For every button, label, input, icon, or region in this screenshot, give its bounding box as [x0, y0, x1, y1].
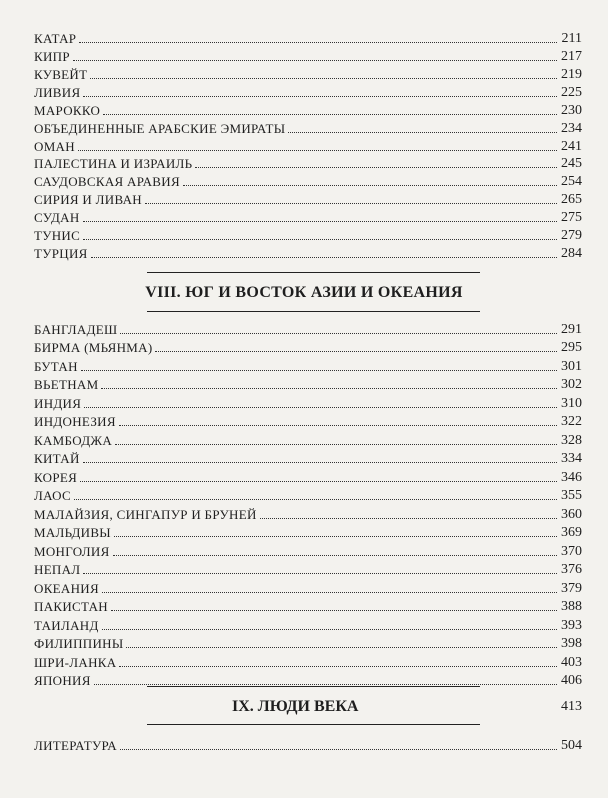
- leader-dots: [81, 369, 557, 371]
- toc-entry-title: САУДОВСКАЯ АРАВИЯ: [34, 174, 180, 189]
- toc-entry: [34, 190, 582, 208]
- leader-dots: [114, 535, 557, 537]
- toc-entry-title: КАТАР: [34, 31, 77, 46]
- toc-entry-page: 217: [561, 49, 582, 64]
- section-heading-ix-page: 413: [561, 699, 582, 714]
- toc-entry-page: 398: [561, 636, 582, 651]
- toc-entry: [34, 83, 582, 101]
- toc-entry-page: 393: [561, 618, 582, 633]
- section-heading-ix-title: IX. ЛЮДИ ВЕКА: [232, 698, 359, 715]
- toc-entry: [34, 542, 582, 560]
- section-heading-ix: [34, 697, 582, 719]
- toc-entry-title: НЕПАЛ: [34, 562, 81, 577]
- toc-entry: [34, 137, 582, 155]
- toc-entry: [34, 338, 582, 356]
- toc-entry: [34, 320, 582, 338]
- toc-entry-title: ОКЕАНИЯ: [34, 581, 99, 596]
- leader-dots: [90, 77, 557, 79]
- toc-entry: [34, 119, 582, 137]
- toc-entry-title: ШРИ-ЛАНКА: [34, 655, 117, 670]
- toc-entry: [34, 597, 582, 615]
- toc-entry: [34, 357, 582, 375]
- leader-dots: [102, 628, 557, 630]
- leader-dots: [83, 220, 557, 222]
- leader-dots: [183, 184, 557, 186]
- toc-entry-page: 219: [561, 67, 582, 82]
- toc-entry-page: 284: [561, 246, 582, 261]
- leader-dots: [155, 350, 557, 352]
- toc-entry: [34, 375, 582, 393]
- toc-entry: [34, 523, 582, 541]
- toc-entry-page: 265: [561, 192, 582, 207]
- toc-entry-page: 295: [561, 340, 582, 355]
- leader-dots: [83, 95, 557, 97]
- section-heading-viii: VIII. ЮГ И ВОСТОК АЗИИ И ОКЕАНИЯ: [145, 284, 463, 301]
- toc-entry-title: ЯПОНИЯ: [34, 673, 91, 688]
- toc-entry-page: 376: [561, 562, 582, 577]
- toc-entry-title: МАРОККО: [34, 103, 101, 118]
- toc-entry-title: ИНДИЯ: [34, 396, 82, 411]
- toc-entry-title: КАМБОДЖА: [34, 433, 113, 448]
- toc-entry-page: 241: [561, 139, 582, 154]
- toc-entry: [34, 47, 582, 65]
- leader-dots: [101, 387, 557, 389]
- toc-entry: [34, 653, 582, 671]
- leader-dots: [120, 748, 557, 750]
- toc-entry: [34, 431, 582, 449]
- toc-entry-title: КИТАЙ: [34, 451, 80, 466]
- toc-entry-title: ВЬЕТНАМ: [34, 377, 99, 392]
- leader-dots: [195, 166, 557, 168]
- toc-entry-title: ИНДОНЕЗИЯ: [34, 414, 116, 429]
- toc-entry-page: 388: [561, 599, 582, 614]
- toc-entry-literature: [34, 736, 582, 754]
- leader-dots: [102, 591, 557, 593]
- toc-entry-page: 334: [561, 451, 582, 466]
- toc-entry: [34, 101, 582, 119]
- toc-entry-page: 346: [561, 470, 582, 485]
- toc-entry-page: 254: [561, 174, 582, 189]
- toc-entry: [34, 154, 582, 172]
- toc-entry-page: 360: [561, 507, 582, 522]
- leader-dots: [83, 461, 557, 463]
- toc-entry-page: 328: [561, 433, 582, 448]
- leader-dots: [111, 609, 557, 611]
- toc-entry: [34, 560, 582, 578]
- leader-dots: [91, 256, 557, 258]
- toc-entry-title: ПАЛЕСТИНА И ИЗРАИЛЬ: [34, 156, 193, 171]
- toc-entry-page: 379: [561, 581, 582, 596]
- toc-entry-page: 234: [561, 121, 582, 136]
- toc-entry: [34, 505, 582, 523]
- toc-entry-title: ЛИВИЯ: [34, 85, 81, 100]
- leader-dots: [80, 480, 557, 482]
- toc-entry-title: ОБЪЕДИНЕННЫЕ АРАБСКИЕ ЭМИРАТЫ: [34, 121, 286, 136]
- toc-entry-page: 225: [561, 85, 582, 100]
- toc-entry-title: ЛАОС: [34, 488, 71, 503]
- toc-entry-title: БУТАН: [34, 359, 78, 374]
- leader-dots: [74, 498, 557, 500]
- toc-entry-page: 302: [561, 377, 582, 392]
- leader-dots: [113, 554, 557, 556]
- toc-entry: [34, 244, 582, 262]
- toc-entry-title: ТУНИС: [34, 228, 81, 243]
- leader-dots: [115, 443, 557, 445]
- leader-dots: [94, 683, 557, 685]
- toc-entry-page: 211: [561, 31, 582, 46]
- toc-entry: [34, 449, 582, 467]
- leader-dots: [79, 41, 557, 43]
- toc-entry-page: 406: [561, 673, 582, 688]
- toc-entry-title: ЛИТЕРАТУРА: [34, 738, 117, 753]
- toc-entry-page: 301: [561, 359, 582, 374]
- toc-entry-title: МАЛЬДИВЫ: [34, 525, 111, 540]
- toc-entry-title: ФИЛИППИНЫ: [34, 636, 124, 651]
- toc-entry: [34, 65, 582, 83]
- toc-entry-title: КУВЕЙТ: [34, 67, 88, 82]
- toc-entry-page: 275: [561, 210, 582, 225]
- toc-entry: [34, 634, 582, 652]
- toc-entry-title: ОМАН: [34, 139, 75, 154]
- toc-entry-page: 291: [561, 322, 582, 337]
- toc-entry: [34, 208, 582, 226]
- toc-entry: [34, 172, 582, 190]
- toc-entry-title: МОНГОЛИЯ: [34, 544, 110, 559]
- toc-entry-title: ПАКИСТАН: [34, 599, 108, 614]
- toc-entry-page: 369: [561, 525, 582, 540]
- toc-entry: [34, 394, 582, 412]
- toc-entry-title: БАНГЛАДЕШ: [34, 322, 118, 337]
- toc-entry-title: МАЛАЙЗИЯ, СИНГАПУР И БРУНЕЙ: [34, 507, 257, 522]
- leader-dots: [83, 238, 557, 240]
- toc-entry-title: ТАИЛАНД: [34, 618, 99, 633]
- toc-entry-page: 279: [561, 228, 582, 243]
- leader-dots: [126, 646, 557, 648]
- toc-entry: [34, 579, 582, 597]
- leader-dots: [103, 113, 557, 115]
- leader-dots: [145, 202, 557, 204]
- toc-entry-title: ТУРЦИЯ: [34, 246, 88, 261]
- toc-entry-page: 403: [561, 655, 582, 670]
- toc-entry-page: 322: [561, 414, 582, 429]
- leader-dots: [288, 131, 557, 133]
- toc-entry: [34, 412, 582, 430]
- toc-entry-page: 355: [561, 488, 582, 503]
- leader-dots: [73, 59, 557, 61]
- toc-entry-page: 310: [561, 396, 582, 411]
- toc-entry-page: 230: [561, 103, 582, 118]
- toc-entry: [34, 486, 582, 504]
- section-rule-bottom: [147, 724, 480, 725]
- leader-dots: [84, 406, 557, 408]
- leader-dots: [119, 424, 557, 426]
- toc-entry-title: СИРИЯ И ЛИВАН: [34, 192, 142, 207]
- toc-entry: [34, 226, 582, 244]
- leader-dots: [120, 332, 557, 334]
- toc-entry-title: СУДАН: [34, 210, 80, 225]
- leader-dots: [78, 149, 557, 151]
- section-rule-top: [147, 686, 480, 687]
- toc-entry: [34, 616, 582, 634]
- toc-entry-title: КОРЕЯ: [34, 470, 78, 485]
- toc-entry-title: КИПР: [34, 49, 70, 64]
- toc-entry: [34, 29, 582, 47]
- leader-dots: [260, 517, 557, 519]
- leader-dots: [119, 665, 557, 667]
- toc-entry: [34, 468, 582, 486]
- leader-dots: [83, 572, 557, 574]
- section-rule-top: [147, 272, 480, 273]
- toc-entry-title: БИРМА (МЬЯНМА): [34, 340, 153, 355]
- toc-entry-page: 504: [561, 738, 582, 753]
- section-rule-bottom: [147, 311, 480, 312]
- toc-entry-page: 245: [561, 156, 582, 171]
- toc-entry-page: 370: [561, 544, 582, 559]
